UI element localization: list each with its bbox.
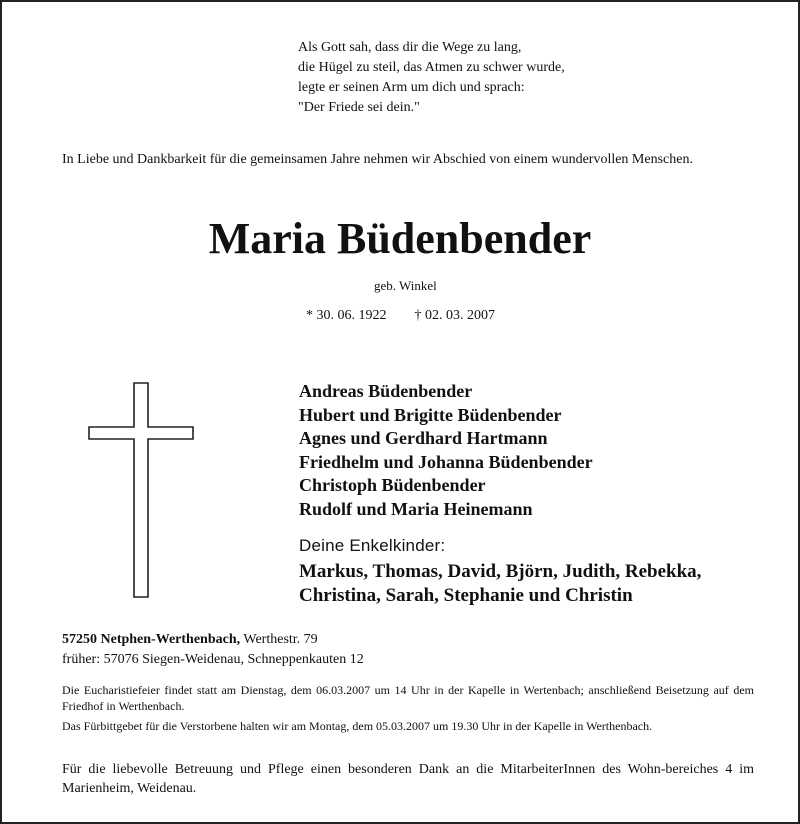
- prayer-notice: Das Fürbittgebet für die Verstorbene halten wir am Montag, dem 05.03.2007 um 19.30 Uhr in der Kapelle in Werthenbach.: [62, 719, 653, 733]
- mourner: Agnes und Gerdhard Hartmann: [299, 428, 548, 448]
- thanks-text: Für die liebevolle Betreuung und Pflege einen besonderen Dank an die MitarbeiterInnen des Wohn-bereiches 4 im Marienheim, Weidenau.: [62, 762, 754, 796]
- mourner: Christoph Büdenbender: [299, 475, 486, 495]
- mourners-list: [299, 380, 593, 521]
- mourner: Friedhelm und Johanna Büdenbender: [299, 451, 593, 472]
- poem-line: legte er seinen Arm um dich und sprach:: [298, 80, 525, 95]
- deceased-name: Maria Büdenbender: [208, 214, 592, 263]
- mourner: Andreas Büdenbender: [299, 381, 473, 401]
- mourner: Rudolf und Maria Heinemann: [299, 498, 533, 519]
- mourner: Hubert und Brigitte Büdenbender: [299, 404, 562, 425]
- poem: [298, 38, 565, 118]
- grandchildren-list: [299, 560, 701, 608]
- eucharist-notice: Die Eucharistiefeier findet statt am Dienstag, dem 06.03.2007 um 14 Uhr in der Kapelle in Wertenbach; anschließend Beisetzung auf dem Friedhof in Werthenbach.: [62, 683, 754, 713]
- grandchildren-heading: Deine Enkelkinder:: [299, 536, 446, 555]
- grandchildren-line: Christina, Sarah, Stephanie und Christin: [299, 585, 633, 606]
- life-dates: [306, 308, 495, 324]
- current-address: [62, 630, 364, 650]
- intro-text: In Liebe und Dankbarkeit für die gemeinsamen Jahre nehmen wir Abschied von einem wundervollen Menschen.: [62, 152, 693, 167]
- address-street: Werthestr. 79: [240, 632, 318, 647]
- maiden-name: geb. Winkel: [374, 278, 437, 293]
- death-date: † 02. 03. 2007: [414, 308, 495, 323]
- poem-line: "Der Friede sei dein.": [298, 100, 420, 115]
- cross-icon: [88, 382, 194, 598]
- poem-line: Als Gott sah, dass dir die Wege zu lang,: [298, 40, 522, 55]
- birth-date: * 30. 06. 1922: [306, 308, 387, 323]
- poem-line: die Hügel zu steil, das Atmen zu schwer wurde,: [298, 60, 565, 75]
- family-address: [62, 630, 364, 670]
- grandchildren-line: Markus, Thomas, David, Björn, Judith, Rebekka,: [299, 561, 702, 582]
- former-address: früher: 57076 Siegen-Weidenau, Schneppenkauten 12: [62, 652, 364, 667]
- address-city: 57250 Netphen-Werthenbach,: [62, 632, 241, 647]
